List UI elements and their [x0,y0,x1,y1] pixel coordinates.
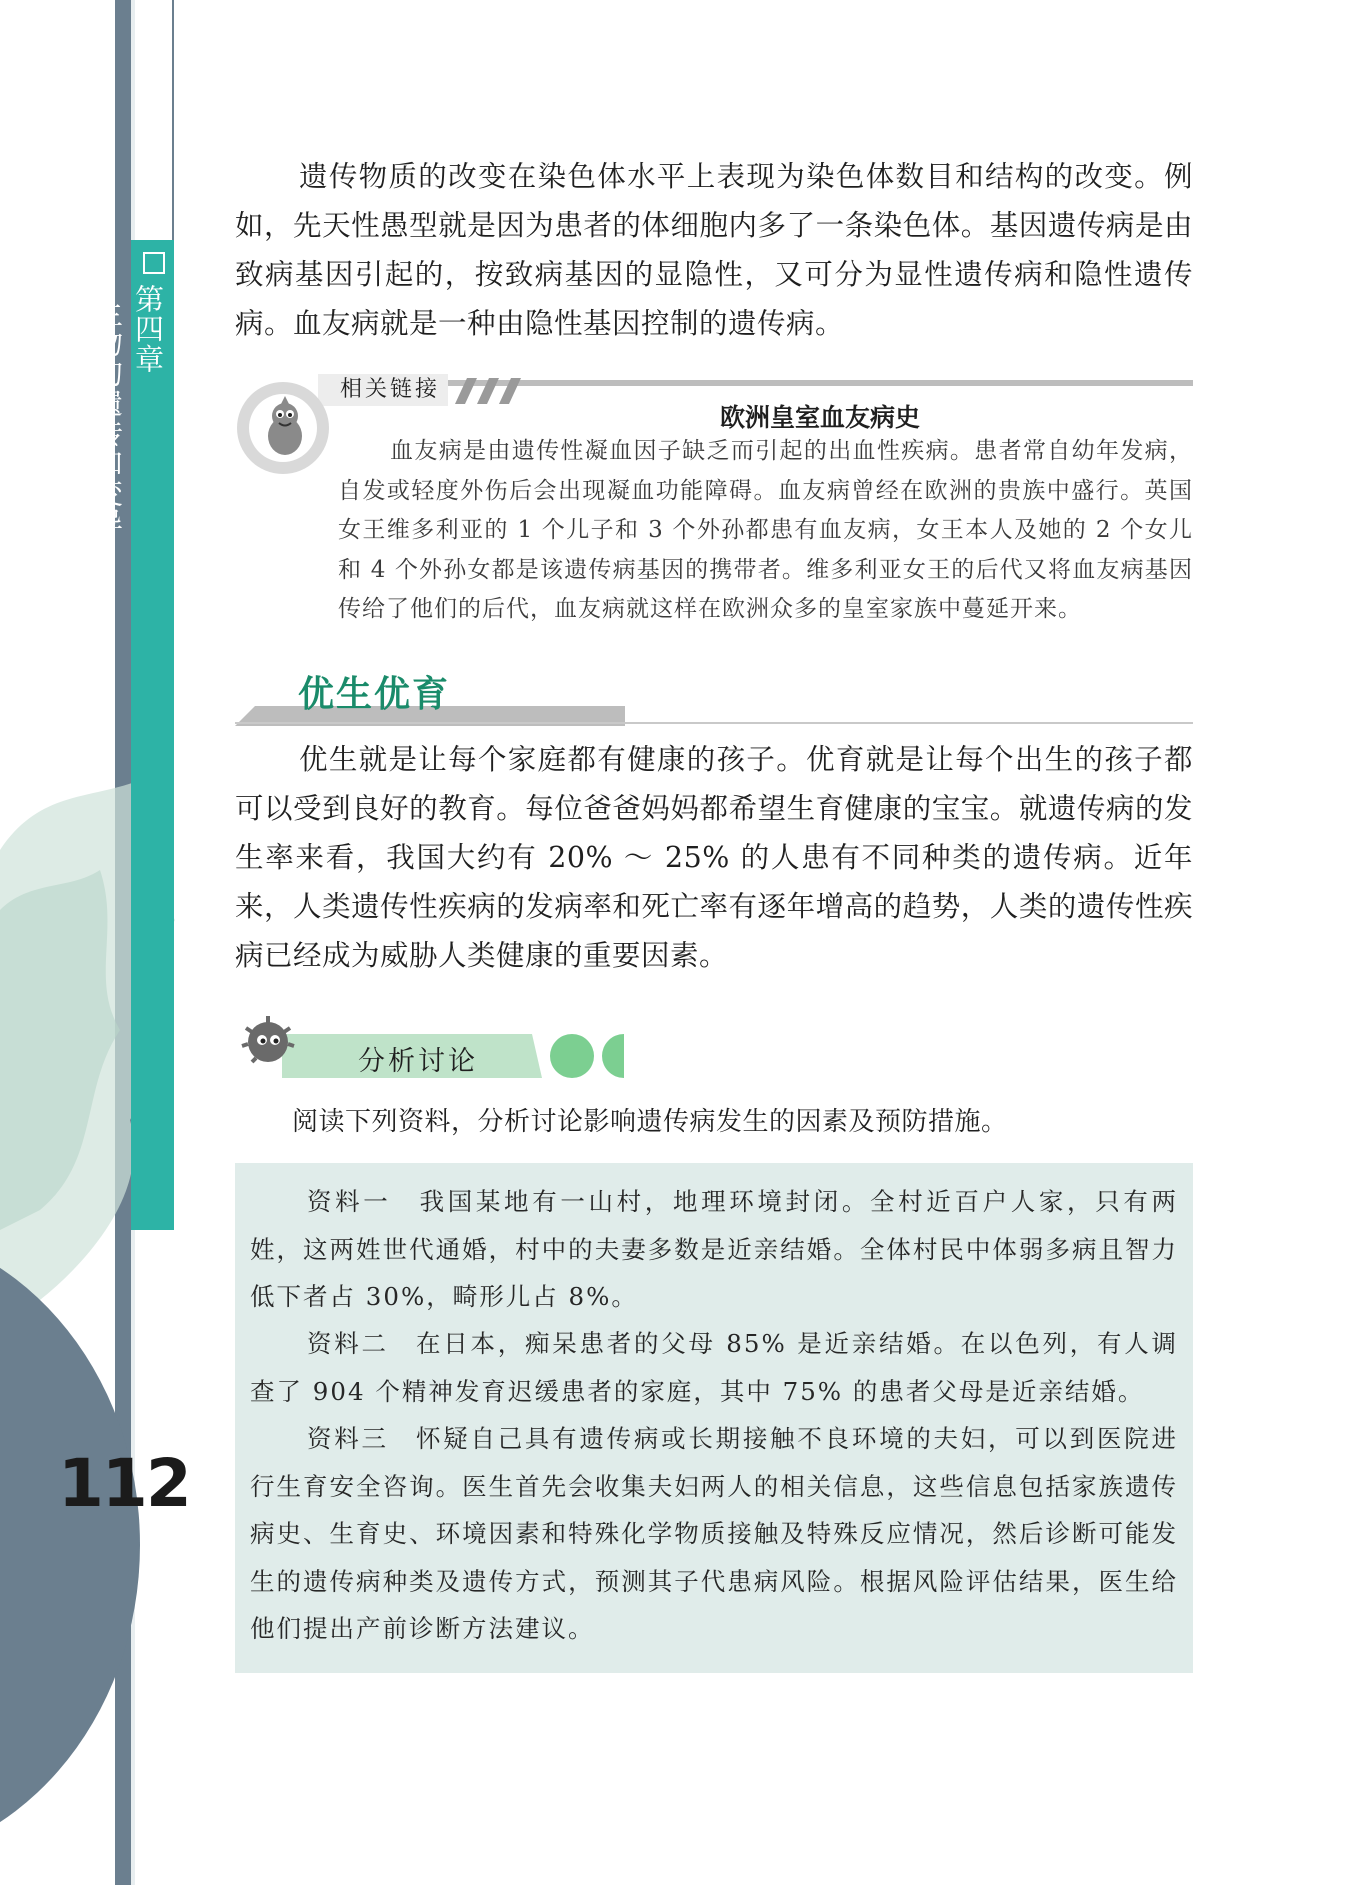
discussion-label: 分析讨论 [358,1046,478,1077]
section-rule [235,722,1193,724]
chapter-marker [143,252,165,274]
page-number: 112 [58,1445,190,1522]
chapter-name: 生物的遗传和变异 [90,298,124,538]
related-link-body: 血友病是由遗传性凝血因子缺乏而引起的出血性疾病。患者常自幼年发病，自发或轻度外伤后会出现凝血功能障碍。血友病曾经在欧洲的贵族中盛行。英国女王维多利亚的 1 个儿子和 3 个外孙都患有血友病，女王本人及她的 2 个女儿和 4 个外孙女都是该遗传病基因的携带者。维多利亚女王的后代又将血友病基因传给了他们的后代，血友病就这样在欧洲众多的皇室家族中蔓延开来。 [338,438,1193,622]
section-paragraph: 优生就是让每个家庭都有健康的孩子。优育就是让每个出生的孩子都可以受到良好的教育。每位爸爸妈妈都希望生育健康的宝宝。就遗传病的发生率来看，我国大约有 20% ～ 25% 的人患有不同种类的遗传病。近年来，人类遗传性疾病的发病率和死亡率有逐年增高的趋势，人类的遗传性疾病已经成为威胁人类健康的重要因素。 [235,743,1193,972]
material-3: 资料三 怀疑自己具有遗传病或长期接触不良环境的夫妇，可以到医院进行生育安全咨询。医生首先会收集夫妇两人的相关信息，这些信息包括家族遗传病史、生育史、环境因素和特殊化学物质接触及特殊反应情况，然后诊断可能发生的遗传病种类及遗传方式，预测其子代患病风险。根据风险评估结果，医生给他们提出产前诊断方法建议。 [250,1424,1178,1643]
material-2: 资料二 在日本，痴呆患者的父母 85% 是近亲结婚。在以色列，有人调查了 904 个精神发育迟缓患者的家庭，其中 75% 的患者父母是近亲结婚。 [250,1329,1178,1406]
chapter-title [90,284,169,538]
material-1: 资料一 我国某地有一山村，地理环境封闭。全村近百户人家，只有两姓，这两姓世代通婚，村中的夫妻多数是近亲结婚。全体村民中体弱多病且智力低下者占 30%，畸形儿占 8%。 [250,1187,1178,1311]
chapter-label: 第四章 [131,284,165,374]
mascot-icon [233,378,333,478]
related-link-heading: 欧洲皇室血友病史 [719,403,920,432]
intro-paragraph: 遗传物质的改变在染色体水平上表现为染色体数目和结构的改变。例如，先天性愚型就是因为患者的体细胞内多了一条染色体。基因遗传病是由致病基因引起的，按致病基因的显隐性，又可分为显性遗传病和隐性遗传病。血友病就是一种由隐性基因控制的遗传病。 [235,160,1193,340]
related-link-tab: 相关链接 [318,374,448,406]
stripes-icon [455,378,535,404]
discussion-intro: 阅读下列资料，分析讨论影响遗传病发生的因素及预防措施。 [292,1107,1008,1137]
section-heading: 优生优育 [298,674,451,715]
